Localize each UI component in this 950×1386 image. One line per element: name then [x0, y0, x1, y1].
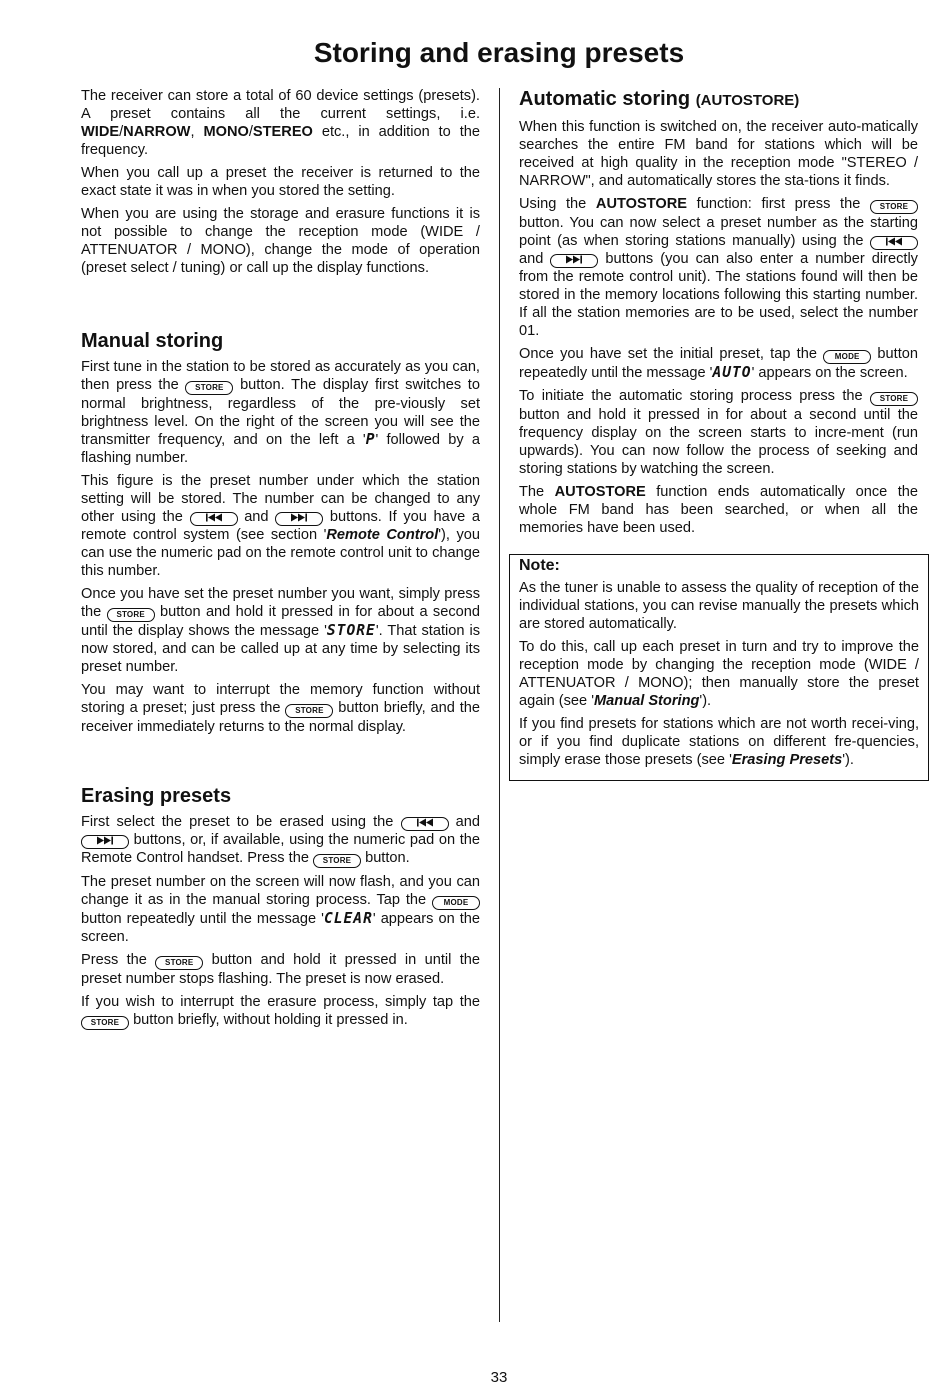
skip-forward-icon — [275, 512, 323, 526]
store-button-icon: STORE — [285, 704, 333, 718]
erasing-paragraph-4: If you wish to interrupt the erasure process, simply tap the STORE button briefly, without holding it pressed in. — [81, 994, 480, 1028]
store-button-icon: STORE — [870, 200, 918, 214]
right-column — [519, 87, 918, 781]
intro-paragraph-3: When you are using the storage and erasure functions it is not possible to change the reception mode (WIDE / ATTENUATOR / MONO), change the mode of operation (preset select / tuning) or call up the display functions. — [81, 206, 480, 276]
store-button-icon: STORE — [81, 1016, 129, 1030]
note-heading: Note: — [519, 557, 560, 574]
store-button-icon: STORE — [185, 381, 233, 395]
auto-paragraph-3: Once you have set the initial preset, tap the MODE button repeatedly until the message 'AUTO' appears on the screen. — [519, 346, 918, 381]
skip-forward-icon — [550, 254, 598, 268]
column-divider — [499, 88, 500, 1322]
manual-storing-heading: Manual storing — [81, 330, 224, 352]
skip-back-icon — [190, 512, 238, 526]
auto-paragraph-5: The AUTOSTORE function ends automatically once the whole FM band has been searched, or when all the memories have been used. — [519, 484, 919, 536]
note-paragraph-3: If you find presets for stations which are not worth recei-ving, or if you find duplicate stations on different fre-quencies, simply erase those presets (see 'Erasing Presets'). — [519, 716, 919, 768]
automatic-storing-heading: Automatic storing (AUTOSTORE) — [519, 88, 800, 110]
manual-paragraph-3: Once you have set the preset number you want, simply press the STORE button and hold it pressed in for about a second until the display shows the message 'STORE'. That station is now stored, and can be called up at any time by selecting its preset number. — [81, 586, 480, 675]
mode-button-icon: MODE — [823, 350, 871, 364]
intro-paragraph-1: The receiver can store a total of 60 device settings (presets). A preset contains all the current settings, i.e. WIDE/NARROW, MONO/STEREO etc., in addition to the frequency. — [81, 88, 480, 158]
left-column — [81, 87, 480, 1035]
erasing-paragraph-2: The preset number on the screen will now flash, and you can change it as in the manual storing process. Tap the MODE button repeatedly until the message 'CLEAR' appears on the screen. — [81, 874, 481, 945]
erasing-paragraph-3: Press the STORE button and hold it pressed in until the preset number stops flashing. The preset is now erased. — [81, 952, 480, 987]
auto-paragraph-2: Using the AUTOSTORE function: first press the STORE button. You can now select a preset number as the starting point (as when storing stations manually) using the and buttons (you can also enter a number directly from the remote control unit). The stations found will then be stored in the memory locations following this starting number. If all the station memories are to be used, select the number 01. — [519, 196, 918, 339]
page-number: 33 — [490, 1369, 508, 1386]
auto-paragraph-4: To initiate the automatic storing process press the STORE button and hold it pressed in for about a second until the frequency display on the screen starts to incre-ment (run upwards). You can now follow the process of seeking and storing stations by watching the screen. — [519, 388, 918, 477]
manual-paragraph-1: First tune in the station to be stored as accurately as you can, then press the STORE button. The display first switches to normal brightness, regardless of the pre-viously set brightness level. On the right of the screen you will see the transmitter frequency, and on the left a 'P' followed by a flashing number. — [81, 359, 480, 466]
erasing-presets-heading: Erasing presets — [81, 785, 232, 807]
note-box — [509, 554, 929, 781]
note-paragraph-1: As the tuner is unable to assess the quality of reception of the individual stations, you can revise manually the presets which are stored automatically. — [519, 580, 919, 632]
manual-paragraph-4: You may want to interrupt the memory function without storing a preset; just press the STORE button briefly, and the receiver immediately returns to the normal display. — [81, 682, 480, 735]
skip-back-icon — [401, 817, 449, 831]
store-button-icon: STORE — [313, 854, 361, 868]
auto-paragraph-1: When this function is switched on, the receiver auto-matically searches the entire FM band for stations which will be received at high quality in the reception mode "STEREO / NARROW", and automatically stores the sta-tions it finds. — [519, 119, 918, 189]
skip-forward-icon — [81, 835, 129, 849]
intro-paragraph-2: When you call up a preset the receiver is returned to the exact state it was in when you stored the setting. — [81, 165, 480, 199]
store-button-icon: STORE — [155, 956, 203, 970]
note-paragraph-2: To do this, call up each preset in turn and try to improve the reception mode by changing the reception mode (WIDE / ATTENUATOR / MONO); then manually store the preset again (see 'Manual Storing'). — [519, 639, 919, 709]
erasing-paragraph-1: First select the preset to be erased using the and buttons, or, if available, using the numeric pad on the Remote Control handset. Press the STORE button. — [81, 814, 480, 866]
manual-paragraph-2: This figure is the preset number under which the station setting will be stored. The number can be changed to any other using the and buttons. If you have a remote control system (see section 'Remote Control'), you can use the numeric pad on the remote control unit to change this number. — [81, 473, 480, 579]
store-button-icon: STORE — [107, 608, 155, 622]
mode-button-icon: MODE — [432, 896, 480, 910]
page-title: Storing and erasing presets — [313, 37, 685, 68]
skip-back-icon — [870, 236, 918, 250]
store-button-icon: STORE — [870, 392, 918, 406]
